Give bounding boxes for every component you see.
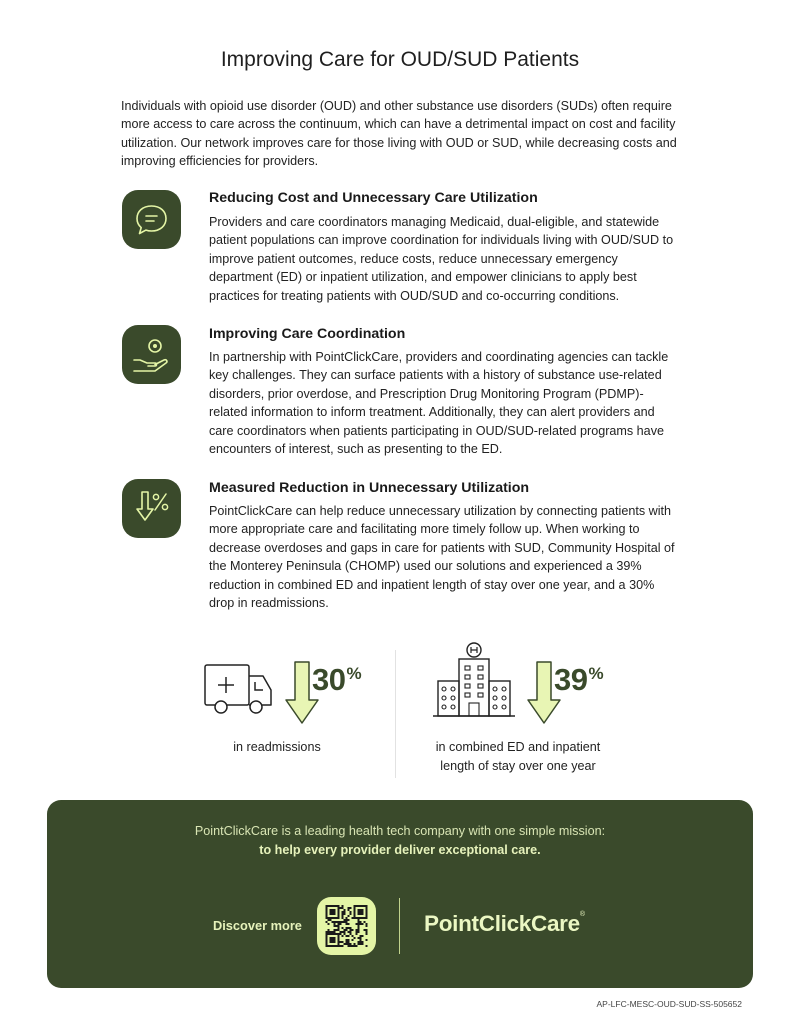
section-heading: Improving Care Coordination [209,326,406,342]
stat-value: 39% [554,662,604,697]
percent-down-icon [122,479,181,538]
ambulance-icon [203,662,275,716]
section-body: PointClickCare can help reduce unnecessary utilization by connecting patients with more appropriate care and facilitating more timely follow up. When working to decrease overdoses and gaps in care for patients with SUD, Community Hospital of the Monterey Peninsula (CHOMP) used our solutions and experienced a 39% reduction in combined ED and inpatient length of stay over one year, and a 30% drop in readmissions. [209,504,675,611]
qr-code-icon [325,903,368,949]
hand-care-icon [122,325,181,384]
page-title: Improving Care for OUD/SUD Patients [220,48,580,71]
stats-divider [395,650,396,778]
chat-bubble-icon [122,190,181,249]
section-heading: Measured Reduction in Unnecessary Utilization [209,480,530,496]
footer-divider [399,898,400,954]
section-heading: Reducing Cost and Unnecessary Care Utilization [209,190,538,206]
stat-caption: in combined ED and inpatient length of stay over one year [435,740,601,773]
hospital-building-icon [432,640,516,720]
intro-paragraph: Individuals with opioid use disorder (OUD) and other substance use disorders (SUDs) often require more access to care across the continuum, which can have a detrimental impact on cost and facility utilization. Our network improves care for those living with OUD or SUD, while decreasing costs and improving efficiencies for providers. [121,99,677,169]
qr-code[interactable] [317,897,376,955]
mission-text: PointClickCare is a leading health tech company with one simple mission: [194,824,606,838]
discover-more-link[interactable]: Discover more [213,918,302,933]
section-body: Providers and care coordinators managing Medicaid, dual-eligible, and statewide patient populations can improve coordination for individuals living with OUD/SUD to improve patient outcomes, reduce costs, reduce unnecessary emergency department (ED) or inpatient utilization, and empower clinicians to apply best practices for treating patients with OUD/SUD and co-occurring conditions. [209,215,674,303]
footer-banner [47,800,753,988]
stat-caption: in readmissions [233,740,321,754]
mission-tagline: to help every provider deliver exceptional care. [259,843,541,857]
brand-logo: PointClickCare® [424,911,585,936]
section-body: In partnership with PointClickCare, providers and coordinating agencies can tackle key challenges. They can surface patients with a history of substance use-related disorders, prior overdose, and Prescription Drug Monitoring Program (PDMP)-related information to inform treatment. Additionally, they can alert providers and care coordinators when patients participating in OUD/SUD-related programs have encounters of interest, such as presenting to the ED. [209,350,669,457]
document-code: AP-LFC-MESC-OUD-SUD-SS-505652 [596,999,742,1009]
stat-value: 30% [312,662,362,697]
